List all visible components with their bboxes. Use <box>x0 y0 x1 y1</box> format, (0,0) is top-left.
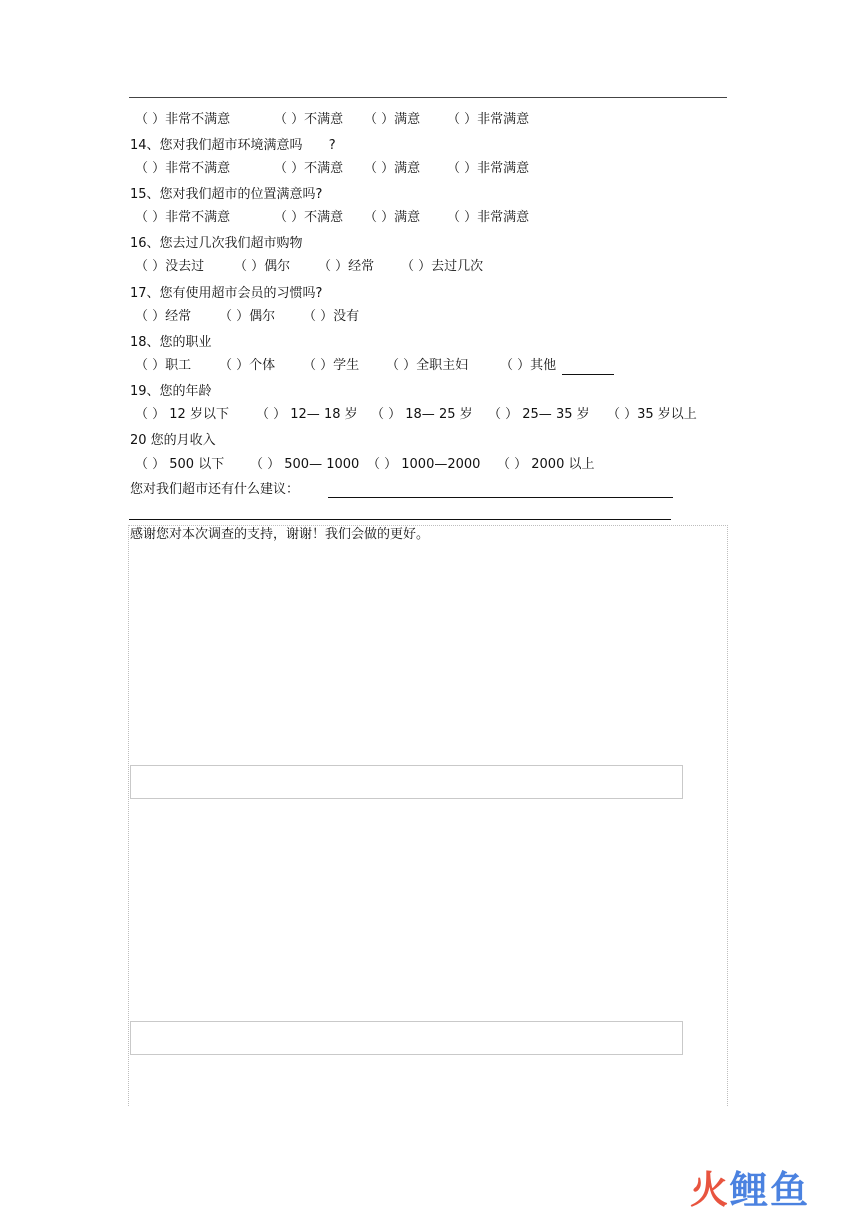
question-17-title: 17、您有使用超市会员的习惯吗? <box>130 286 323 301</box>
option-dissatisfied[interactable]: （ ）不满意 <box>274 210 344 225</box>
option-very-satisfied[interactable]: （ ）非常满意 <box>447 161 530 176</box>
question-18-title: 18、您的职业 <box>130 335 212 350</box>
option-very-dissatisfied[interactable]: （ ）非常不满意 <box>135 161 231 176</box>
question-15-title: 15、您对我们超市的位置满意吗? <box>130 187 323 202</box>
suggestion-input-line-1[interactable] <box>328 497 673 498</box>
question-19-title: 19、您的年龄 <box>130 384 212 399</box>
option-satisfied[interactable]: （ ）满意 <box>364 112 421 127</box>
thanks-message: 感谢您对本次调查的支持，谢谢！我们会做的更好。 <box>130 527 430 542</box>
suggestion-input-line-2[interactable] <box>129 519 671 520</box>
question-20-title: 20 您的月收入 <box>130 433 216 448</box>
option-income-under-500[interactable]: （ ） 500 以下 <box>135 457 225 472</box>
empty-box-1 <box>130 765 683 799</box>
option-employee[interactable]: （ ）职工 <box>135 358 192 373</box>
option-age-12-18[interactable]: （ ） 12— 18 岁 <box>256 407 358 422</box>
logo-part-1: 火 <box>690 1168 731 1212</box>
option-income-500-1000[interactable]: （ ） 500— 1000 <box>250 457 360 472</box>
top-divider <box>129 97 727 98</box>
option-very-dissatisfied[interactable]: （ ）非常不满意 <box>135 210 231 225</box>
content-frame <box>128 525 728 1106</box>
empty-box-2 <box>130 1021 683 1055</box>
option-age-under-12[interactable]: （ ） 12 岁以下 <box>135 407 229 422</box>
option-other[interactable] <box>500 357 614 375</box>
option-satisfied[interactable]: （ ）满意 <box>364 161 421 176</box>
option-dissatisfied[interactable]: （ ）不满意 <box>274 161 344 176</box>
option-several-times[interactable]: （ ）去过几次 <box>401 259 484 274</box>
option-never[interactable]: （ ）没去过 <box>135 259 205 274</box>
option-income-1000-2000[interactable]: （ ） 1000—2000 <box>367 457 481 472</box>
option-very-satisfied[interactable]: （ ）非常满意 <box>447 112 530 127</box>
option-very-satisfied[interactable]: （ ）非常满意 <box>447 210 530 225</box>
option-very-dissatisfied[interactable]: （ ）非常不满意 <box>135 112 231 127</box>
option-other-label: （ ）其他 <box>500 358 557 373</box>
option-housewife[interactable]: （ ）全职主妇 <box>386 358 469 373</box>
option-occasionally[interactable]: （ ）偶尔 <box>219 309 276 324</box>
option-age-18-25[interactable]: （ ） 18— 25 岁 <box>371 407 473 422</box>
brand-logo <box>690 1170 810 1210</box>
option-age-25-35[interactable]: （ ） 25— 35 岁 <box>488 407 590 422</box>
question-14-title: 14、您对我们超市环境满意吗 <box>130 138 303 153</box>
question-14-mark: ? <box>328 138 336 153</box>
other-input-line[interactable] <box>562 360 614 375</box>
option-often[interactable]: （ ）经常 <box>318 259 375 274</box>
option-dissatisfied[interactable]: （ ）不满意 <box>274 112 344 127</box>
suggestion-label: 您对我们超市还有什么建议： <box>130 482 300 497</box>
option-occasionally[interactable]: （ ）偶尔 <box>234 259 291 274</box>
option-satisfied[interactable]: （ ）满意 <box>364 210 421 225</box>
option-often[interactable]: （ ）经常 <box>135 309 192 324</box>
option-income-over-2000[interactable]: （ ） 2000 以上 <box>497 457 595 472</box>
option-student[interactable]: （ ）学生 <box>303 358 360 373</box>
option-age-over-35[interactable]: （ ）35 岁以上 <box>607 407 697 422</box>
question-16-title: 16、您去过几次我们超市购物 <box>130 236 303 251</box>
question-14 <box>130 137 336 155</box>
option-self-employed[interactable]: （ ）个体 <box>219 358 276 373</box>
option-none[interactable]: （ ）没有 <box>303 309 360 324</box>
logo-part-2: 鲤鱼 <box>730 1168 811 1212</box>
